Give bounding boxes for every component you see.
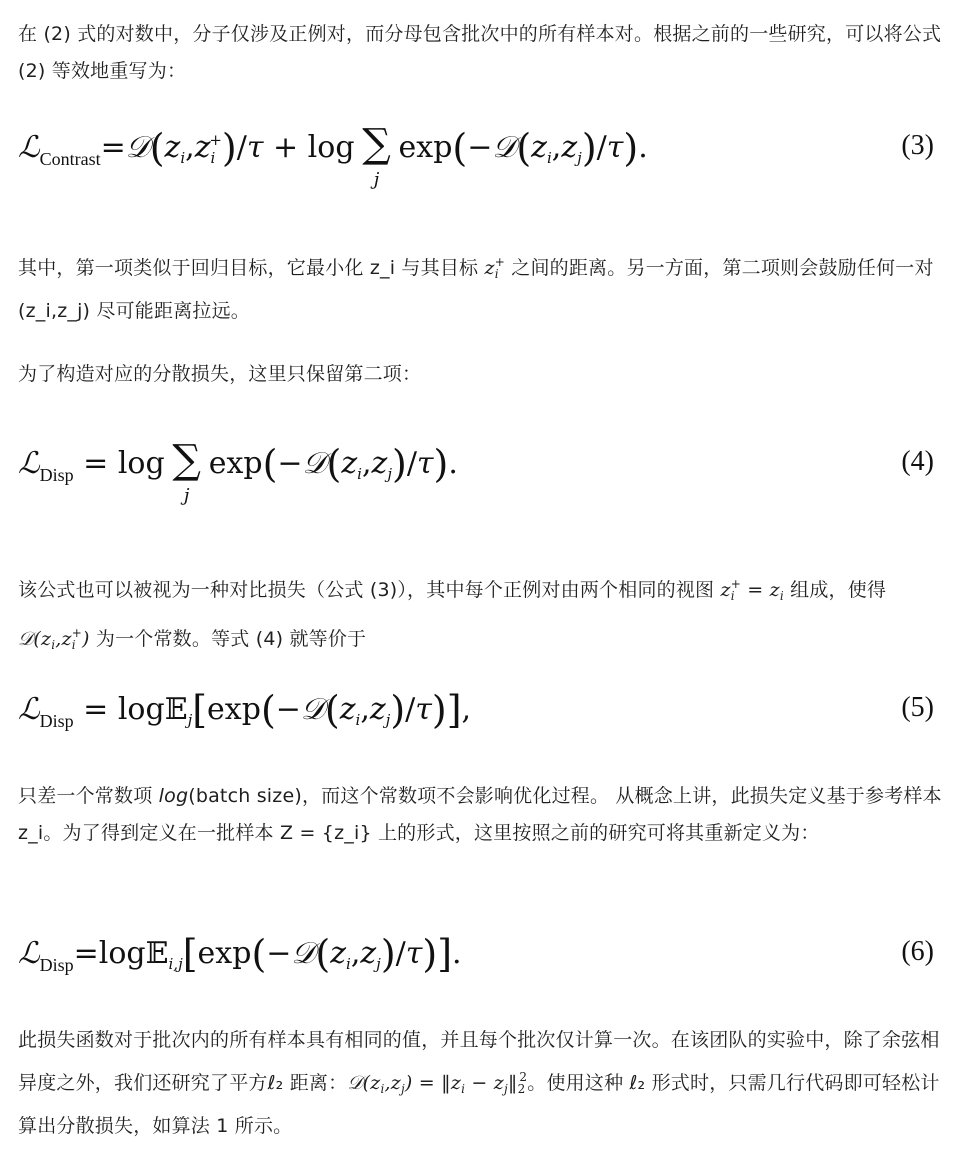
equation-4	[18, 437, 942, 522]
paragraph-dispersive-intro: 为了构造对应的分散损失，这里只保留第二项：	[18, 363, 422, 385]
inline-const-math: $𝒟(z_i,z_i^+)$	[18, 626, 90, 652]
p2-text-a: 其中，第一项类似于回归目标，它最小化 z_i 与其目标	[18, 257, 485, 279]
equation-6-number: (6)	[901, 936, 934, 967]
paragraph-batch-form: 只差一个常数项 log(batch size)，而这个常数项不会影响优化过程。 从概念上讲，此损失定义基于参考样本 z_i。为了得到定义在一批样本 Z = {z_i} 上的形式，这里按照之前的研究可将其重新定义为：	[18, 785, 942, 844]
eq3-lhs: ℒ	[18, 130, 40, 165]
equation-3-number: (3)	[901, 130, 934, 161]
paragraph-contrastive-view: 该公式也可以被视为一种对比损失（公式 (3)），其中每个正例对由两个相同的视图 $z_i^+ = z_i$ 组成，使得 $𝒟(z_i,z_i^+)$ 为一个常数。等式 (4) 就等价于	[18, 577, 887, 652]
equation-3	[18, 121, 942, 206]
eq3-lhs-sub: Contrast	[39, 149, 101, 169]
equation-5-number: (5)	[901, 692, 934, 723]
equation-6	[18, 932, 942, 988]
eq3-sum: ∑ j	[362, 121, 391, 190]
eq4-sum: ∑ j	[172, 437, 201, 506]
paragraph-l2-form: 此损失函数对于批次内的所有样本具有相同的值，并且每个批次仅计算一次。在该团队的实验中，除了余弦相异度之外，我们还研究了平方ℓ₂ 距离：$𝒟(z_i,z_j)$ = $‖z_i$ − $z_j‖_2^2$。使用这种 ℓ₂ 形式时，只需几行代码即可轻松计算出分散损失，如算法 1 所示。	[18, 1029, 940, 1137]
equation-3-body: $ℒ_{Contrast}=𝒟(z_i,z_i^+)/\tau + \log$ ∑ j $\exp(-𝒟(z_i,z_j)/\tau)$.	[18, 121, 648, 190]
paragraph-explanation	[18, 244, 946, 330]
equation-5	[18, 688, 942, 744]
equation-4-body: ℒ$_{Disp}$ = log ∑ j $\exp(-𝒟(z_i,z_j)/\tau)$.	[18, 437, 458, 506]
inline-target-math: $z_i^+$	[484, 255, 506, 281]
inline-l2-math: $𝒟(z_i,z_j)$ = $‖z_i$ − $z_j‖_2^2$	[347, 1070, 528, 1096]
p2-text-b: 之间的距离。另一方面，第二项则会鼓励任何一对 (z_i,z_j) 尽可能距离拉远。	[18, 257, 934, 322]
inline-identity-math: $z_i^+ = z_i$	[720, 577, 784, 603]
equation-5-body: ℒ$_{Disp}$ = $\log 𝔼_j[\exp(-𝒟(z_i,z_j)/\tau)]$,	[18, 688, 472, 732]
equation-6-body: $ℒ_{Disp}=\log 𝔼_{i,j}[\exp(-𝒟(z_i,z_j)/\tau)]$.	[18, 932, 462, 976]
paragraph-intro: 在 (2) 式的对数中，分子仅涉及正例对，而分母包含批次中的所有样本对。根据之前的一些研究，可以将公式 (2) 等效地重写为：	[18, 23, 942, 82]
equation-4-number: (4)	[901, 446, 934, 477]
